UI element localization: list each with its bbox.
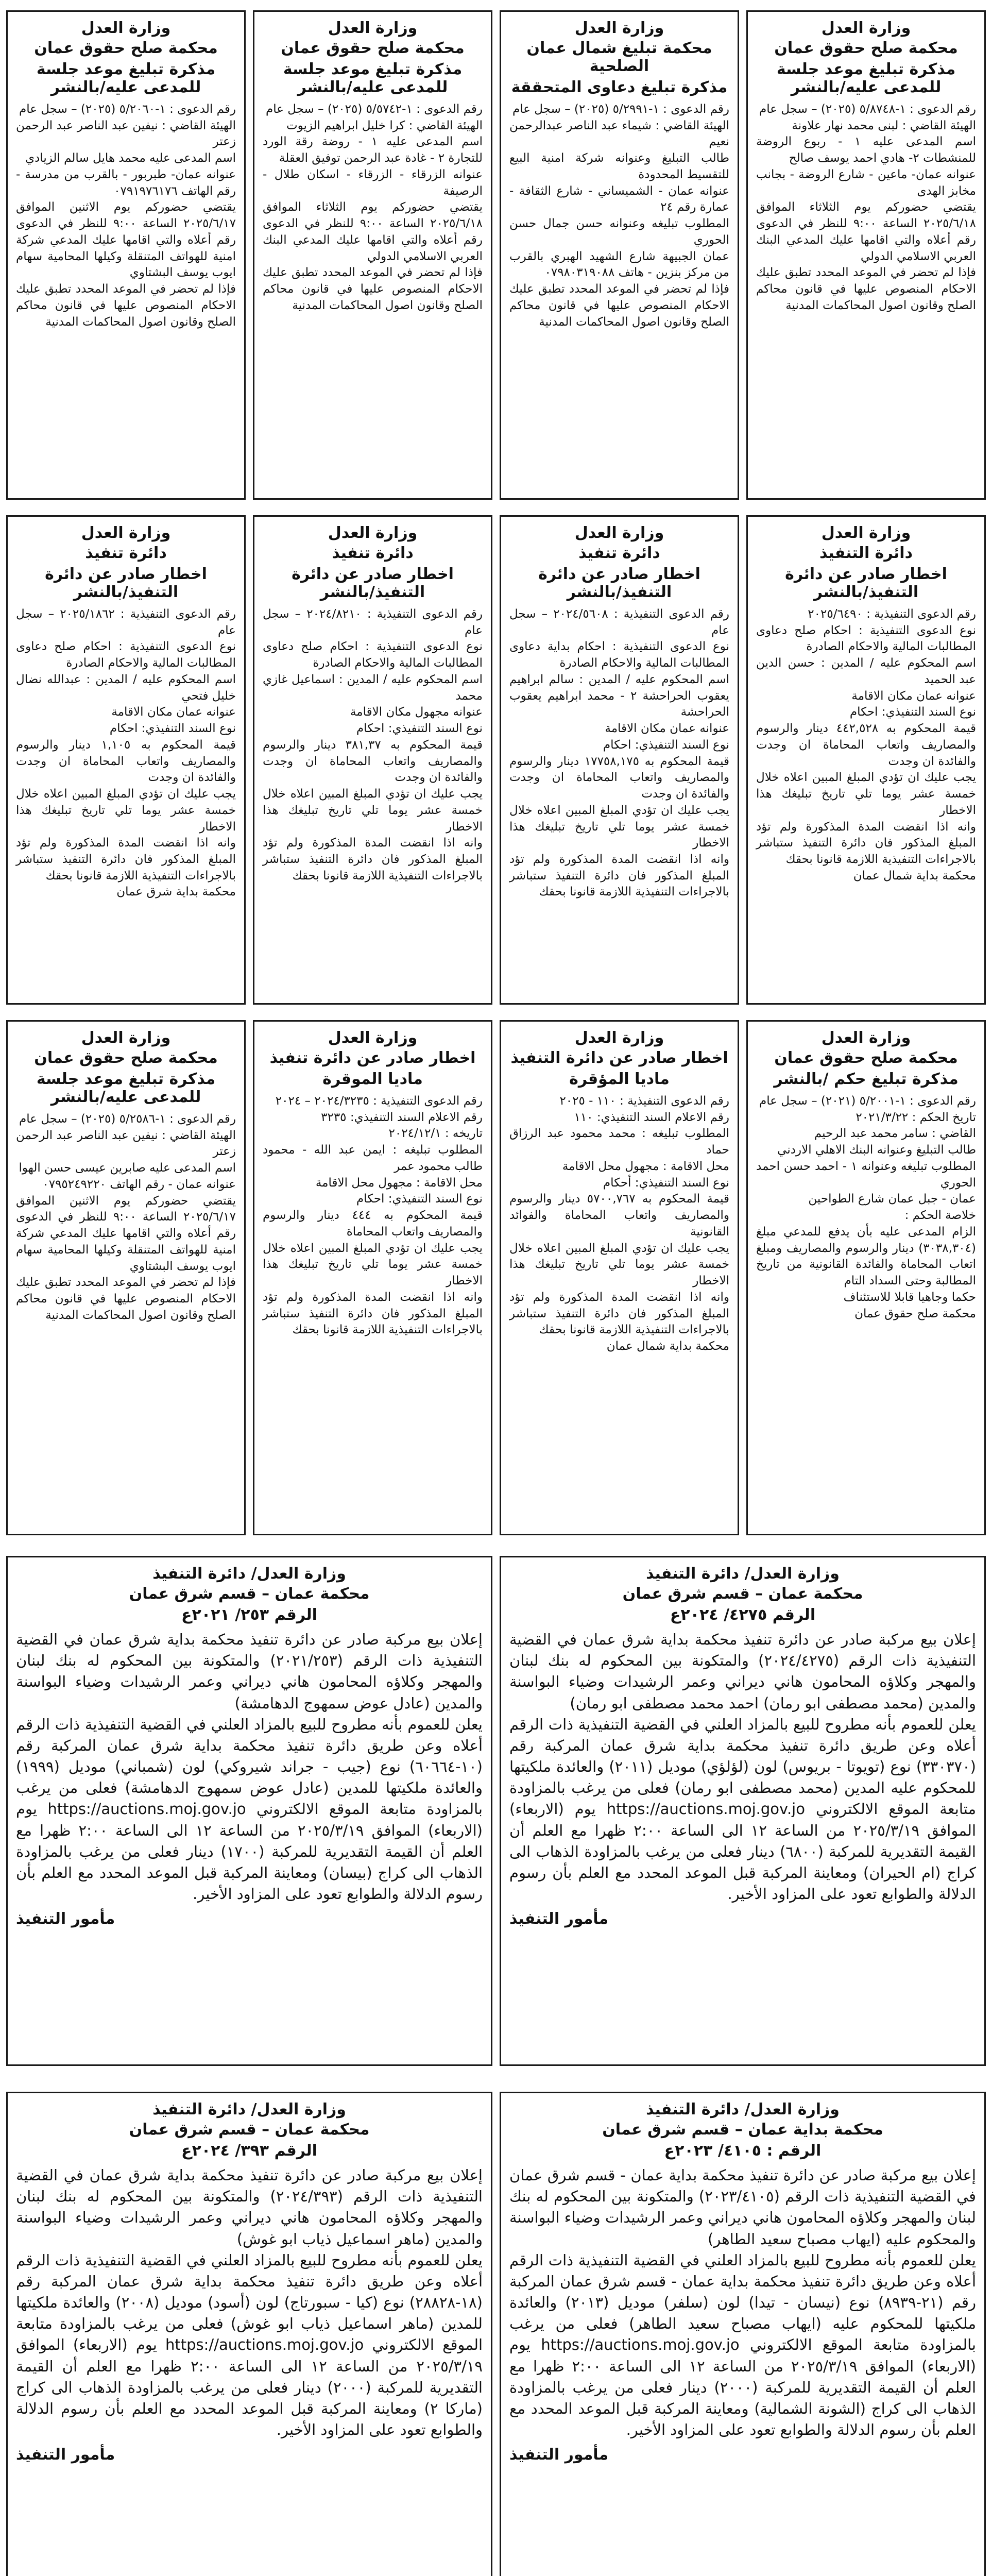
court-heading: دائرة تنفيذ [332, 544, 414, 562]
ministry-heading: وزارة العدل [81, 19, 171, 37]
notice-box [500, 515, 739, 1005]
court-heading: محكمة صلح حقوق عمان [774, 1049, 958, 1067]
court-heading: محكمة عمان – قسم شرق عمان [129, 2121, 370, 2139]
court-heading: محكمة صلح حقوق عمان [34, 39, 218, 57]
signature: مأمور التنفيذ [16, 1910, 115, 1928]
signature: مأمور التنفيذ [16, 2446, 115, 2464]
notice-title: مذكرة تبليغ موعد جلسة للمدعى عليه/بالنشر [283, 60, 463, 96]
notice-body: رقم الدعوى التنفيذية : ٢٠٢٤/٣٢٣٥ – ٢٠٢٤ رقم الاعلام السند التنفيذي: ٣٢٣٥ تاريخه : ٢٠٢٤/١٢/١ المطلوب تبليغه : ايمن عبد الله - محمود طالب محمود عمر محل الاقامة : مجهول محل الاقامة نوع السند التنفيذي: احكام قيمة المحكوم به ٤٤٤ دينار والرسوم والمصاريف واتعاب المحاماة يجب عليك ان تؤدي المبلغ المبين اعلاه خلال خمسة عشر يوما تلي تاريخ تبليغك هذا الاخطار وانه اذا انقضت المدة المذكورة ولم تؤد المبلغ المذكور فان دائرة التنفيذ ستباشر بالاجراءات التنفيذية اللازمة قانونا بحقك [263, 1094, 483, 1337]
notice-title: اخطار صادر عن دائرة التنفيذ/بالنشر [45, 565, 207, 601]
notice-body: رقم الدعوى : ١-٥/٥٧٤٢ (٢٠٢٥) – سجل عام الهيئة القاضي : كرا خليل ابراهيم الزيوت اسم المدعى عليه ١ - روضة رقة الورد للتجارة ٢ - غادة عبد الرحمن توفيق العقلة عنوانه الزرقاء - الزرقاء - اسكان طلال - الرصيفة يقتضي حضوركم يوم الثلاثاء الموافق ٢٠٢٥/٦/١٨ الساعة ٩:٠٠ للنظر في الدعوى رقم أعلاه والتي اقامها عليك المدعي البنك العربي الاسلامي الدولي فإذا لم تحضر في الموعد المحدد تطبق عليك الاحكام المنصوص عليها في قانون محاكم الصلح وقانون اصول المحاكمات المدنية [263, 103, 483, 312]
notice-body: رقم الدعوى : ١-٥/٢٠٠١ (٢٠٢١) – سجل عام تاريخ الحكم : ٢٠٢١/٣/٢٢ القاضي : سامر محمد عبد الرحيم طالب التبليغ وعنوانه البنك الاهلي الاردني المطلوب تبليغه وعنوانه ١ - احمد حسن احمد الحوري عمان - جبل عمان شارع الطواحين خلاصة الحكم : الزام المدعى عليه بأن يدفع للمدعي مبلغ (٣٠٣٨,٣٠٤) دينار والرسوم والمصاريف ومبلغ اتعاب المحاماة والفائدة القانونية من تاريخ المطالبة وحتى السداد التام حكما وجاهيا قابلا للاستئناف محكمة صلح حقوق عمان [756, 1094, 976, 1320]
case-number: الرقم ٤٢٧٥/ ٢٠٢٤ع [670, 1606, 816, 1624]
notice-body: إعلان بيع مركبة صادر عن دائرة تنفيذ محكمة بداية شرق عمان في القضية التنفيذية ذات الرقم (٢٠٢٤/٣٩٣) والمتكونة بين المحكوم له بنك لبنان والمهجر وكلاؤه المحامون هاني ديراني وعمر الرشيدات وضياء البواسنة والمدين (ماهر اسماعيل ذياب ابو غوش) يعلن للعموم بأنه مطروح للبيع بالمزاد العلني في القضية التنفيذية ذات الرقم أعلاه وعن طريق دائرة تنفيذ محكمة بداية شرق عمان المركبة رقم (١٨-٢٨٨٢٨) نوع (كيا - سبورتاج) لون (أسود) موديل (٢٠٠٨) والعائدة ملكيتها للمدين (ماهر اسماعيل ذياب ابو غوش) فعلى من يرغب بالمزاودة متابعة الموقع الالكتروني https://auctions.moj.gov.jo يوم (الاربعاء) الموافق ٢٠٢٥/٣/١٩ من الساعة ١٢ الى الساعة ٢:٠٠ ظهرا مع العلم أن القيمة التقديرية للمركبة (٢٠٠٠) دينار فعلى من يرغب بالمزاودة الذهاب الى كراج (ماركا ٢) ومعاينة المركبة قبل الموعد المحدد مع العلم بأن رسوم الدلالة والطوابع تعود على المزاود الأخير. [16, 2166, 483, 2439]
auction-row-1 [6, 1556, 986, 2066]
notice-box [746, 515, 986, 1005]
court-heading: اخطار صادر عن دائرة التنفيذ [510, 1049, 728, 1067]
notices-row-2 [6, 515, 986, 1005]
court-heading: محكمة صلح حقوق عمان [34, 1049, 218, 1067]
court-heading: دائرة تنفيذ [85, 544, 167, 562]
notice-title: اخطار صادر عن دائرة التنفيذ/بالنشر [785, 565, 947, 601]
ministry-heading: وزارة العدل [81, 524, 171, 542]
auction-notice-box [500, 2092, 986, 2576]
ministry-heading: وزارة العدل/ دائرة التنفيذ [152, 1565, 346, 1583]
notice-body: رقم الدعوى التنفيذية : ٢٠٢٤/٥٦٠٨ – سجل عام نوع الدعوى التنفيذية : احكام بداية دعاوى المطالبات المالية والاحكام الصادرة اسم المحكوم عليه / المدين : سالم ابراهيم يعقوب الحراحشة ٢ - محمد ابراهيم يعقوب الحراحشة عنوانه عمان مكان الاقامة نوع السند التنفيذي: احكام قيمة المحكوم به ١٧٧٥٨,١٧٥ دينار والرسوم والمصاريف واتعاب المحاماة ان وجدت والفائدة ان وجدت يجب عليك ان تؤدي المبلغ المبين اعلاه خلال خمسة عشر يوما تلي تاريخ تبليغك هذا الاخطار وانه اذا انقضت المدة المذكورة ولم تؤد المبلغ المذكور فان دائرة التنفيذ ستباشر بالاجراءات التنفيذية اللازمة قانونا بحقك [509, 607, 729, 899]
court-heading: محكمة تبليغ شمال عمان الصلحية [526, 39, 712, 75]
ministry-heading: وزارة العدل/ دائرة التنفيذ [646, 1565, 840, 1583]
notice-box [6, 10, 246, 500]
ministry-heading: وزارة العدل [328, 524, 418, 542]
notice-box [6, 1020, 246, 1535]
ministry-heading: وزارة العدل/ دائرة التنفيذ [646, 2100, 840, 2119]
notice-body: رقم الدعوى التنفيذية : ٢٠٢٥/١٨٦٢ – سجل عام نوع الدعوى التنفيذية : احكام صلح دعاوى المطالبات المالية والاحكام الصادرة اسم المحكوم عليه / المدين : عبدالله نضال خليل فتحي عنوانه عمان مكان الاقامة نوع السند التنفيذي: احكام قيمة المحكوم به ١,١٠٥ دينار والرسوم والمصاريف واتعاب المحاماة ان وجدت والفائدة ان وجدت يجب عليك ان تؤدي المبلغ المبين اعلاه خلال خمسة عشر يوما تلي تاريخ تبليغك هذا الاخطار وانه اذا انقضت المدة المذكورة ولم تؤد المبلغ المذكور فان دائرة التنفيذ ستباشر بالاجراءات التنفيذية اللازمة قانونا بحقك محكمة بداية شرق عمان [16, 607, 236, 899]
notice-body: إعلان بيع مركبة صادر عن دائرة تنفيذ محكمة بداية عمان - قسم شرق عمان في القضية التنفيذية ذات الرقم (٢٠٢٣/٤١٠٥) والمتكونة بين المحكوم له بنك لبنان والمهجر وكلاؤه المحامون هاني ديراني وعمر الرشيدات وضياء البواسنة والمحكوم عليه (ايهاب مصباح سعيد الطاهر) يعلن للعموم بأنه مطروح للبيع بالمزاد العلني في القضية التنفيذية ذات الرقم أعلاه وعن طريق دائرة تنفيذ محكمة بداية عمان - قسم شرق عمان المركبة رقم (٢١-٨٩٣٩) نوع (نيسان - تيدا) لون (سلفر) موديل (٢٠١٣) والعائدة ملكيتها للمحكوم عليه (ايهاب مصباح سعيد الطاهر) فعلى من يرغب بالمزاودة متابعة الموقع الالكتروني https://auctions.moj.gov.jo يوم (الاربعاء) الموافق ٢٠٢٥/٣/١٩ من الساعة ١٢ الى الساعة ٢:٠٠ ظهرا مع العلم أن القيمة التقديرية للمركبة (٢٠٠٠) دينار فعلى من يرغب بالمزاودة الذهاب الى كراج (الشونة الشمالية) ومعاينة المركبة قبل الموعد المحدد مع العلم بأن رسوم الدلالة والطوابع تعود على المزاود الأخير. [509, 2166, 977, 2439]
notice-box [746, 10, 986, 500]
auction-notice-box [6, 2092, 492, 2576]
notice-box [746, 1020, 986, 1535]
notice-title: مذكرة تبليغ موعد جلسة للمدعى عليه/بالنشر [36, 1070, 216, 1106]
case-number: الرقم ٣٩٣/ ٢٠٢٤ع [181, 2142, 317, 2160]
ministry-heading: وزارة العدل/ دائرة التنفيذ [152, 2100, 346, 2119]
notices-row-1 [6, 10, 986, 500]
notice-body: رقم الدعوى : ١-٥/٢٠٦٠ (٢٠٢٥) – سجل عام الهيئة القاضي : نيفين عبد الناصر عبد الرحمن زعتر اسم المدعى عليه محمد هايل سالم الزيادي عنوانه عمان- طبربور - بالقرب من مدرسة - رقم الهاتف ٠٧٩١٩٧٦١٧٦ يقتضي حضوركم يوم الاثنين الموافق ٢٠٢٥/٦/١٧ الساعة ٩:٠٠ للنظر في الدعوى رقم أعلاه والتي اقامها عليك المدعي شركة امنية للهواتف المتنقلة وكيلها المحامية سهام ايوب يوسف البشتاوي فإذا لم تحضر في الموعد المحدد تطبق عليك الاحكام المنصوص عليها في قانون محاكم الصلح وقانون اصول المحاكمات المدنية [16, 103, 236, 329]
ministry-heading: وزارة العدل [821, 19, 911, 37]
court-heading: محكمة صلح حقوق عمان [774, 39, 958, 57]
notice-title: اخطار صادر عن دائرة التنفيذ/بالنشر [292, 565, 454, 601]
ministry-heading: وزارة العدل [821, 524, 911, 542]
case-number: الرقم ٢٥٣/ ٢٠٢١ع [181, 1606, 317, 1624]
ministry-heading: وزارة العدل [821, 1029, 911, 1047]
signature: مأمور التنفيذ [509, 2446, 609, 2464]
notice-body: رقم الدعوى : ١-٥/٢٩٩١ (٢٠٢٥) – سجل عام الهيئة القاضي : شيماء عبد الناصر عبدالرحمن نعيم طالب التبليغ وعنوانه شركة امنية البيع للتقسيط المحدودة عنوانه عمان - الشميساني - شارع الثقافة - عمارة رقم ٢٤ المطلوب تبليغه وعنوانه حسن جمال حسن الحوري عمان الجبيهة شارع الشهيد الهبري بالقرب من مركز بنزين - هاتف ٠٧٩٨٠٣١٩٠٨٨ فإذا لم تحضر في الموعد المحدد تطبق عليك الاحكام المنصوص عليها في قانون محاكم الصلح وقانون اصول المحاكمات المدنية [509, 103, 729, 329]
notice-body: رقم الدعوى : ١-٥/٢٥٨٦ (٢٠٢٥) – سجل عام الهيئة القاضي : نيفين عبد الناصر عبد الرحمن زعتر اسم المدعى عليه صابرين عيسى حسن الهوا عنوانه عمان - رقم الهاتف ٠٧٩٥٢٤٩٢٢٠ يقتضي حضوركم يوم الاثنين الموافق ٢٠٢٥/٦/١٧ الساعة ٩:٠٠ للنظر في الدعوى رقم أعلاه والتي اقامها عليك المدعي شركة امنية للهواتف المتنقلة وكيلها المحامية سهام ايوب يوسف البشتاوي فإذا لم تحضر في الموعد المحدد تطبق عليك الاحكام المنصوص عليها في قانون محاكم الصلح وقانون اصول المحاكمات المدنية [16, 1112, 236, 1322]
notice-title: اخطار صادر عن دائرة التنفيذ/بالنشر [538, 565, 700, 601]
auction-row-2 [6, 2092, 986, 2576]
notice-title: مذكرة تبليغ موعد جلسة للمدعى عليه/بالنشر [776, 60, 956, 96]
court-heading: اخطار صادر عن دائرة تنفيذ [269, 1049, 476, 1067]
ministry-heading: وزارة العدل [574, 1029, 664, 1047]
ministry-heading: وزارة العدل [328, 19, 418, 37]
court-heading: محكمة بداية عمان – قسم شرق عمان [602, 2121, 883, 2139]
ministry-heading: وزارة العدل [81, 1029, 171, 1047]
notice-box [6, 515, 246, 1005]
notice-title: ماديا المؤقرة [569, 1070, 670, 1088]
notice-box [253, 10, 492, 500]
case-number: الرقم : ٤١٠٥/ ٢٠٢٣ع [664, 2142, 822, 2160]
auction-notice-box [6, 1556, 492, 2066]
notice-body: إعلان بيع مركبة صادر عن دائرة تنفيذ محكمة بداية شرق عمان في القضية التنفيذية ذات الرقم (٢٠٢١/٢٥٣) والمتكونة بين المحكوم له بنك لبنان والمهجر وكلاؤه المحامون هاني ديراني وعمر الرشيدات وضياء البواسنة والمدين (عادل عوض سمهوج الدهامشة) يعلن للعموم بأنه مطروح للبيع بالمزاد العلني في القضية التنفيذية ذات الرقم أعلاه وعن طريق دائرة تنفيذ محكمة بداية شرق عمان المركبة رقم (١٠-٦٠٦٦٤) نوع (جيب - جراند شيروكي) لون (شمباني) موديل (١٩٩٩) والعائدة ملكيتها للمدين (عادل عوض سمهوج الدهامشة) فعلى من يرغب بالمزاودة متابعة الموقع الالكتروني https://auctions.moj.gov.jo يوم (الاربعاء) الموافق ٢٠٢٥/٣/١٩ من الساعة ١٢ الى الساعة ٢:٠٠ ظهرا مع العلم أن القيمة التقديرية للمركبة (١٧٠٠) دينار فعلى من يرغب بالمزاودة الذهاب الى كراج (بيسان) ومعاينة المركبة قبل الموعد المحدد مع العلم بأن رسوم الدلالة والطوابع تعود على المزاود الأخير. [16, 1631, 483, 1903]
notice-body: رقم الدعوى التنفيذية : ٢٠٢٥/٦٤٩٠ نوع الدعوى التنفيذية : احكام صلح دعاوى المطالبات المالية والاحكام الصادرة اسم المحكوم عليه / المدين : حسن الدين عبد الحميد عنوانه عمان مكان الاقامة نوع السند التنفيذي: احكام قيمة المحكوم به ٤٤٢,٥٢٨ دينار والرسوم والمصاريف واتعاب المحاماة ان وجدت والفائدة ان وجدت يجب عليك ان تؤدي المبلغ المبين اعلاه خلال خمسة عشر يوما تلي تاريخ تبليغك هذا الاخطار وانه اذا انقضت المدة المذكورة ولم تؤد المبلغ المذكور فان دائرة التنفيذ ستباشر بالاجراءات التنفيذية اللازمة قانونا بحقك محكمة بداية شمال عمان [756, 607, 976, 883]
notice-title: مذكرة تبليغ موعد جلسة للمدعى عليه/بالنشر [36, 60, 216, 96]
notice-box [253, 515, 492, 1005]
court-heading: دائرة تنفيذ [578, 544, 660, 562]
notice-body: رقم الدعوى : ١-٥/٨٧٤٨ (٢٠٢٥) – سجل عام الهيئة القاضي : لبنى محمد نهار علاونة اسم المدعى عليه ١ - ربوع الروضة للمنشطات ٢- هادي احمد يوسف صالح عنوانه عمان- ماعين - شارع الروضة - بجانب مخابز الهدى يقتضي حضوركم يوم الثلاثاء الموافق ٢٠٢٥/٦/١٨ الساعة ٩:٠٠ للنظر في الدعوى رقم أعلاه والتي اقامها عليك المدعي البنك العربي الاسلامي الدولي فإذا لم تحضر في الموعد المحدد تطبق عليك الاحكام المنصوص عليها في قانون محاكم الصلح وقانون اصول المحاكمات المدنية [756, 103, 976, 312]
ministry-heading: وزارة العدل [574, 524, 664, 542]
notice-title: مذكرة تبليغ دعاوى المتحققة [511, 78, 728, 96]
notice-box [500, 10, 739, 500]
court-heading: محكمة عمان – قسم شرق عمان [622, 1585, 863, 1603]
signature: مأمور التنفيذ [509, 1910, 609, 1928]
court-heading: محكمة صلح حقوق عمان [281, 39, 465, 57]
notice-body: رقم الدعوى التنفيذية : ٢٠٢٤/٨٢١٠ – سجل عام نوع الدعوى التنفيذية : احكام صلح دعاوى المطالبات المالية والاحكام الصادرة اسم المحكوم عليه / المدين : اسماعيل غازي محمد عنوانه مجهول مكان الاقامة نوع السند التنفيذي: احكام قيمة المحكوم به ٣٨١,٣٧ دينار والرسوم والمصاريف واتعاب المحاماة ان وجدت والفائدة ان وجدت يجب عليك ان تؤدي المبلغ المبين اعلاه خلال خمسة عشر يوما تلي تاريخ تبليغك هذا الاخطار وانه اذا انقضت المدة المذكورة ولم تؤد المبلغ المذكور فان دائرة التنفيذ ستباشر بالاجراءات التنفيذية اللازمة قانونا بحقك [263, 607, 483, 883]
notices-row-3 [6, 1020, 986, 1535]
notice-box [253, 1020, 492, 1535]
ministry-heading: وزارة العدل [328, 1029, 418, 1047]
notice-title: ماديا الموقرة [322, 1070, 423, 1088]
notice-body: إعلان بيع مركبة صادر عن دائرة تنفيذ محكمة بداية شرق عمان في القضية التنفيذية ذات الرقم (٢٠٢٤/٤٢٧٥) والمتكونة بين المحكوم له بنك لبنان والمهجر وكلاؤه المحامون هاني ديراني وعمر الرشيدات وضياء البواسنة والمدين (محمد مصطفى ابو رمان) احمد محمد مصطفى ابو رمان) يعلن للعموم بأنه مطروح للبيع بالمزاد العلني في القضية التنفيذية ذات الرقم أعلاه وعن طريق دائرة تنفيذ محكمة بداية شرق عمان المركبة رقم (٣٣٠٣٧٠) نوع (تويوتا - بريوس) لون (لؤلؤي) موديل (٢٠١١) والعائدة ملكيتها للمحكوم عليه المدين (محمد مصطفى ابو رمان) فعلى من يرغب بالمزاودة متابعة الموقع الالكتروني https://auctions.moj.gov.jo يوم (الاربعاء) الموافق ٢٠٢٥/٣/١٩ من الساعة ١٢ الى الساعة ٢:٠٠ ظهرا مع العلم أن القيمة التقديرية للمركبة (٦٨٠٠) دينار فعلى من يرغب بالمزاودة الذهاب الى كراج (ام الحيران) ومعاينة المركبة قبل الموعد المحدد مع العلم بأن رسوم الدلالة والطوابع تعود على المزاود الأخير. [509, 1631, 977, 1903]
notice-box [500, 1020, 739, 1535]
court-heading: دائرة التنفيذ [819, 544, 913, 562]
ministry-heading: وزارة العدل [574, 19, 664, 37]
auction-notice-box [500, 1556, 986, 2066]
notice-title: مذكرة تبليغ حكم /بالنشر [774, 1070, 959, 1088]
court-heading: محكمة عمان – قسم شرق عمان [129, 1585, 370, 1603]
notice-body: رقم الدعوى التنفيذية : ١١٠ - ٢٠٢٥ رقم الاعلام السند التنفيذي: ١١٠ المطلوب تبليغه : محمد محمود عبد الرزاق حماد محل الاقامة : مجهول محل الاقامة نوع السند التنفيذي: أحكام قيمة المحكوم به ٥٧٠٠,٧٦٧ دينار والرسوم والمصاريف واتعاب المحاماة والفوائد القانونية يجب عليك ان تؤدي المبلغ المبين اعلاه خلال خمسة عشر يوما تلي تاريخ تبليغك هذا الاخطار وانه اذا انقضت المدة المذكورة ولم تؤد المبلغ المذكور فان دائرة التنفيذ ستباشر بالاجراءات التنفيذية اللازمة قانونا بحقك محكمة بداية شمال عمان [509, 1094, 729, 1353]
